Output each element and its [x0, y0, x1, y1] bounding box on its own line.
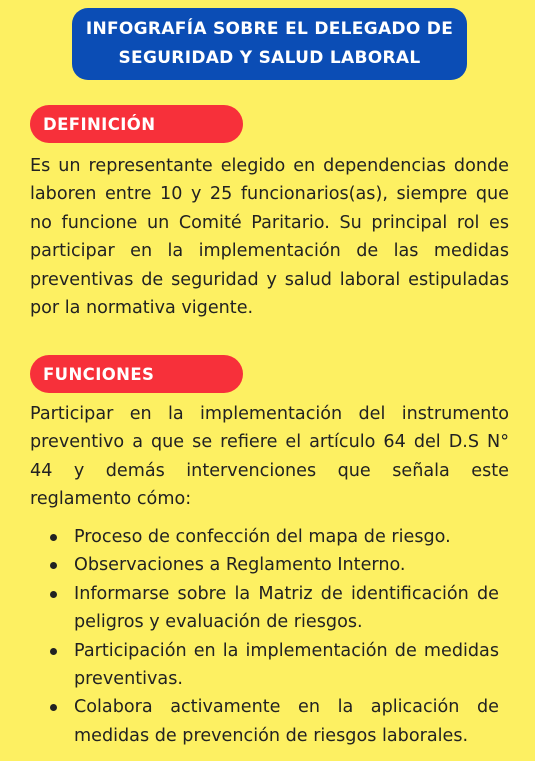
list-item	[74, 551, 499, 579]
infographic-title	[72, 8, 467, 80]
title-line-2: SEGURIDAD Y SALUD LABORAL	[118, 48, 421, 68]
list-item-text: Colabora activamente en la aplicación de medidas de prevención de riesgos laborales.	[74, 697, 499, 746]
definicion-heading-label: DEFINICIÓN	[43, 114, 156, 134]
funciones-heading	[30, 355, 243, 393]
funciones-heading-label: FUNCIONES	[43, 364, 155, 384]
list-item	[74, 637, 499, 694]
bullet-icon	[50, 591, 57, 598]
bullet-icon	[50, 648, 57, 655]
funciones-list	[30, 523, 499, 750]
list-item-text: Participación en la implementación de medidas preventivas.	[74, 640, 499, 690]
bullet-icon	[50, 704, 57, 711]
list-item-text: Informarse sobre la Matriz de identificación de peligros y evaluación de riesgos.	[74, 583, 499, 633]
list-item	[74, 580, 499, 637]
list-item	[74, 693, 499, 750]
definicion-heading	[30, 105, 243, 143]
title-line-1: INFOGRAFÍA SOBRE EL DELEGADO DE	[85, 19, 454, 39]
bullet-icon	[50, 562, 57, 569]
funciones-intro: Participar en la implementación del instrumento preventivo a que se refiere el artículo 64 del D.S N° 44 y demás intervenciones que señala este reglamento cómo:	[30, 404, 509, 510]
bullet-icon	[50, 534, 57, 541]
list-item-text: Observaciones a Reglamento Interno.	[74, 555, 406, 576]
definicion-text: Es un representante elegido en dependencias donde laboren entre 10 y 25 funcionarios(as), siempre que no funcione un Comité Paritario. Su principal rol es participar en la implementación de las medidas preventivas de seguridad y salud laboral estipuladas por la normativa vigente.	[30, 156, 509, 319]
list-item	[74, 523, 499, 551]
list-item-text: Proceso de confección del mapa de riesgo.	[74, 527, 451, 547]
